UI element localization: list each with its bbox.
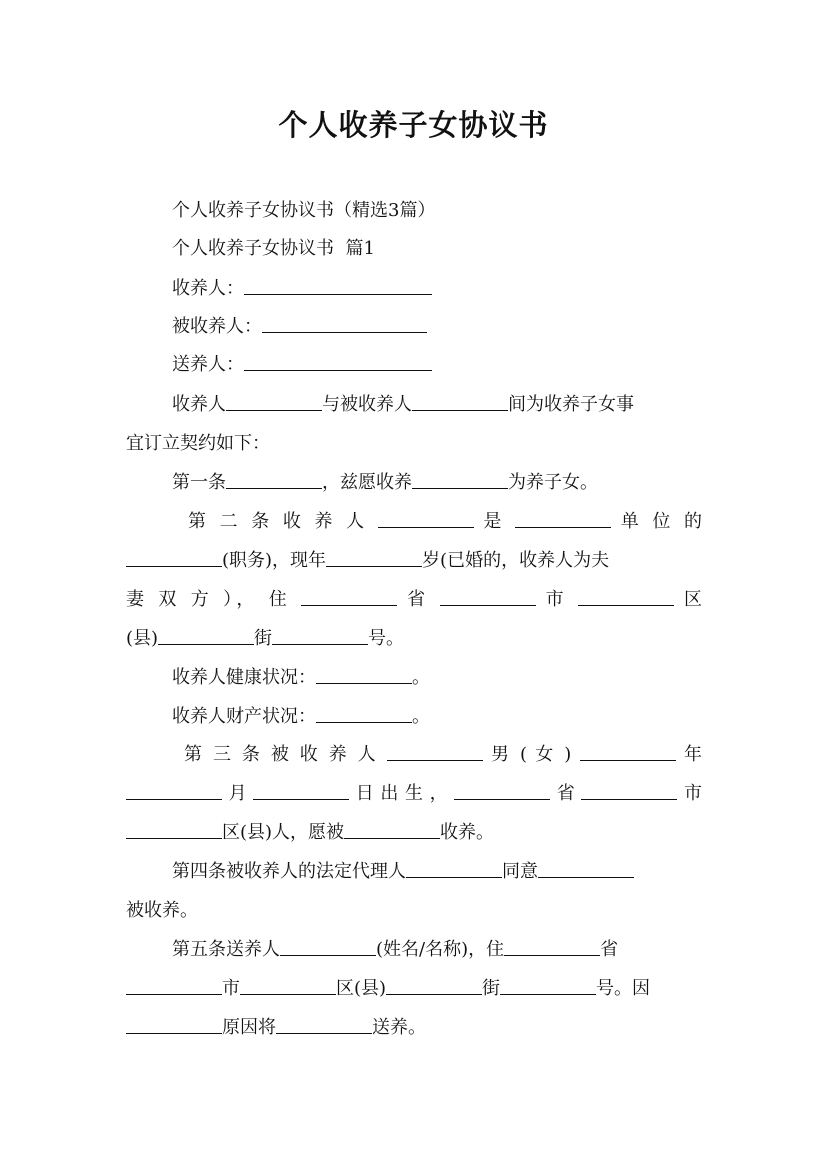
blank[interactable] <box>386 978 482 995</box>
blank[interactable] <box>326 550 422 567</box>
article2-text: (县) <box>126 628 159 649</box>
article2-text: 岁(已婚的，收养人为夫 <box>422 550 610 571</box>
article5-text: 第五条送养人 <box>172 939 280 960</box>
article3-text: 日出生， <box>349 783 455 804</box>
para1-text: 宜订立契约如下： <box>126 433 270 454</box>
article3-text: 第 三 条 被 收 养 人 <box>184 744 379 765</box>
sender-blank[interactable] <box>244 354 432 371</box>
article2-text: 市 <box>545 589 568 610</box>
adopter-label: 收养人： <box>172 278 244 299</box>
article5-text: 省 <box>600 939 619 960</box>
article2-text: 第 二 条 收 养 人 <box>188 511 369 532</box>
blank[interactable] <box>387 744 483 761</box>
blank[interactable] <box>158 628 254 645</box>
article1-text: 第一条 <box>172 472 226 493</box>
blank[interactable] <box>280 939 376 956</box>
property-end: 。 <box>412 706 430 727</box>
para1-text: 收养人 <box>172 394 226 415</box>
para1-text: 间为收养子女事 <box>508 394 634 415</box>
blank[interactable] <box>578 589 674 606</box>
article3-line1 <box>184 744 702 766</box>
article3-text: 市 <box>677 783 702 804</box>
property-label: 收养人财产状况： <box>172 706 316 727</box>
blank[interactable] <box>240 978 336 995</box>
article3-text: 月 <box>222 783 254 804</box>
article5-text: 区(县) <box>336 978 387 999</box>
blank[interactable] <box>412 472 508 489</box>
blank[interactable] <box>126 783 222 800</box>
article5-text: 街 <box>482 978 501 999</box>
adopter-field <box>172 278 702 300</box>
property-blank[interactable] <box>316 706 412 723</box>
blank[interactable] <box>581 783 677 800</box>
article2-text: 省 <box>407 589 430 610</box>
para1-line2 <box>126 433 702 455</box>
health-end: 。 <box>412 667 430 688</box>
article2-text: 单 位 的 <box>620 511 702 532</box>
para1-text: 与被收养人 <box>322 394 412 415</box>
article2-line2 <box>126 550 702 572</box>
article1-line <box>172 472 702 494</box>
article5-line3 <box>126 1017 702 1039</box>
article5-text: 市 <box>222 978 240 999</box>
property-line <box>172 706 702 728</box>
sender-label: 送养人： <box>172 354 244 375</box>
article5-text: (姓名/名称)，住 <box>376 939 505 960</box>
blank[interactable] <box>253 783 349 800</box>
article2-text: 号。 <box>368 628 405 649</box>
subtitle-line <box>172 200 702 222</box>
adoptee-label: 被收养人： <box>172 316 262 337</box>
article2-text: 妻 双 方 ）， 住 <box>126 589 292 610</box>
article2-text: 街 <box>254 628 273 649</box>
blank[interactable] <box>504 939 600 956</box>
article2-text: 区 <box>684 589 702 610</box>
article2-line1 <box>188 511 702 533</box>
adoptee-blank[interactable] <box>262 316 427 333</box>
article3-line2 <box>126 783 702 805</box>
section-heading: 个人收养子女协议书 篇1 <box>172 238 375 259</box>
blank[interactable] <box>406 861 502 878</box>
blank[interactable] <box>126 822 222 839</box>
adoptee-field <box>172 316 702 338</box>
health-line <box>172 667 702 689</box>
article2-text: (职务)，现年 <box>222 550 327 571</box>
article4-line2 <box>126 900 702 922</box>
subtitle-text: 个人收养子女协议书（精选3篇） <box>172 200 436 221</box>
article2-text: 是 <box>483 511 506 532</box>
blank[interactable] <box>126 550 222 567</box>
health-blank[interactable] <box>316 667 412 684</box>
article5-text: 原因将 <box>222 1017 276 1038</box>
blank[interactable] <box>440 589 536 606</box>
health-label: 收养人健康状况： <box>172 667 316 688</box>
blank[interactable] <box>538 861 634 878</box>
article4-line1 <box>172 861 702 883</box>
article1-text: ，兹愿收养 <box>322 472 412 493</box>
para1-line1 <box>172 394 702 416</box>
blank[interactable] <box>454 783 550 800</box>
article1-text: 为养子女。 <box>508 472 598 493</box>
article3-text: 区(县)人，愿被 <box>222 822 345 843</box>
blank[interactable] <box>226 472 322 489</box>
blank[interactable] <box>412 394 508 411</box>
article3-text: 男 ( 女 ) <box>491 744 572 765</box>
article5-line1 <box>172 939 702 961</box>
article2-line3 <box>126 589 702 611</box>
blank[interactable] <box>126 1017 222 1034</box>
blank[interactable] <box>378 511 474 528</box>
article3-text: 年 <box>683 744 702 765</box>
blank[interactable] <box>272 628 368 645</box>
document-title: 个人收养子女协议书 <box>278 108 549 142</box>
sender-field <box>172 354 702 376</box>
article3-text: 省 <box>550 783 582 804</box>
blank[interactable] <box>126 978 222 995</box>
article5-text: 号。因 <box>596 978 651 999</box>
adopter-blank[interactable] <box>244 278 432 295</box>
blank[interactable] <box>500 978 596 995</box>
article3-line3 <box>126 822 702 844</box>
article4-text: 第四条被收养人的法定代理人 <box>172 861 406 882</box>
blank[interactable] <box>276 1017 372 1034</box>
section-heading-line <box>172 238 702 260</box>
blank[interactable] <box>344 822 440 839</box>
article3-text: 收养。 <box>440 822 495 843</box>
article4-text: 被收养。 <box>126 900 198 921</box>
blank[interactable] <box>515 511 611 528</box>
article5-line2 <box>126 978 702 1000</box>
blank[interactable] <box>226 394 322 411</box>
blank[interactable] <box>580 744 676 761</box>
blank[interactable] <box>301 589 397 606</box>
article5-text: 送养。 <box>372 1017 426 1038</box>
article4-text: 同意 <box>502 861 538 882</box>
article2-line4 <box>126 628 702 650</box>
